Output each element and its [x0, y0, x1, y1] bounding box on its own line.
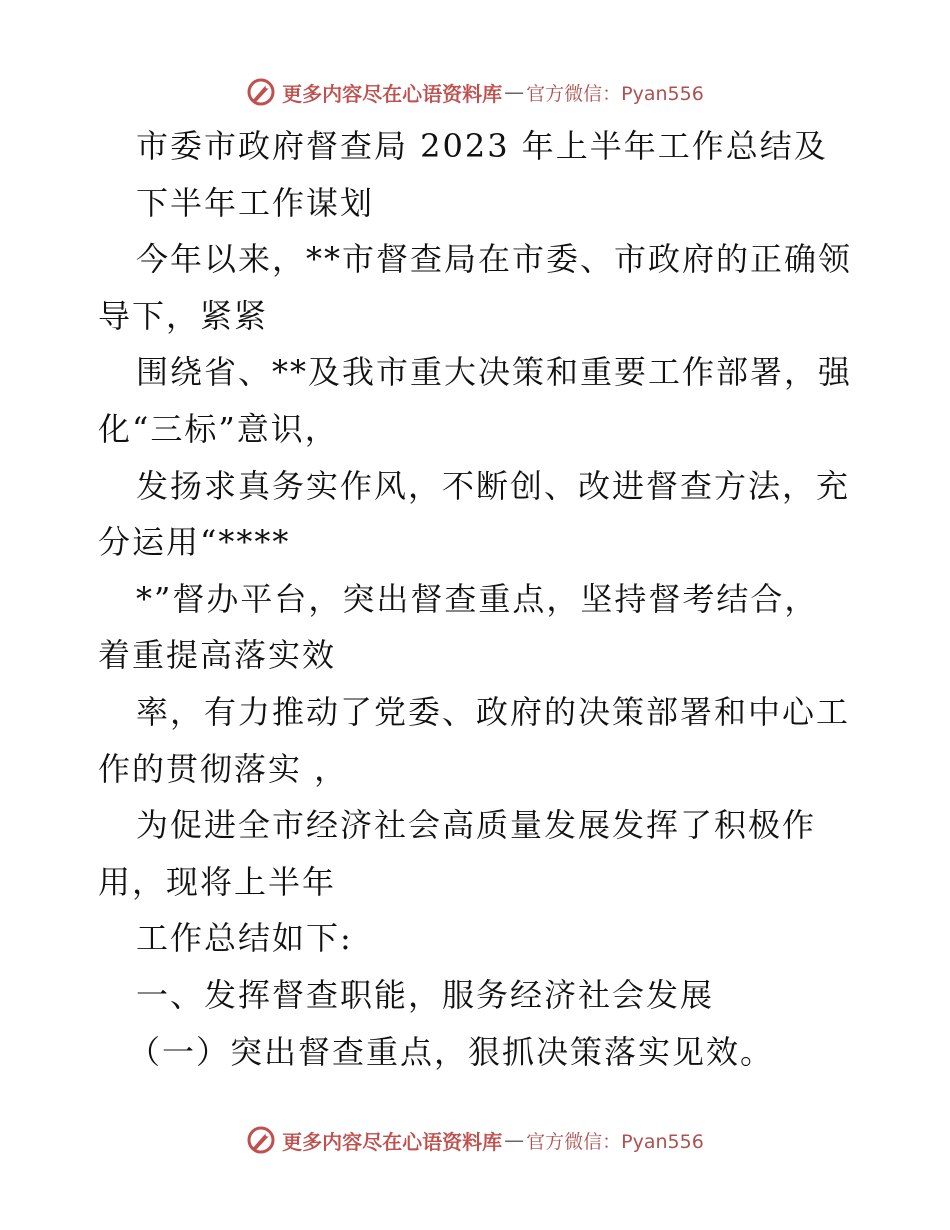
paragraph-line: 今年以来，**市督查局在市委、市政府的正确领	[136, 240, 853, 279]
watermark-wechat-text: 官方微信：Pyan556	[526, 82, 704, 105]
watermark-brand-text: 更多内容尽在心语资料库	[282, 81, 503, 106]
fountain-pen-logo-icon	[246, 77, 276, 107]
footer-watermark-banner	[0, 1118, 950, 1162]
document-body	[98, 118, 858, 1080]
watermark-brand-text: 更多内容尽在心语资料库	[282, 1129, 503, 1154]
watermark-wechat-text: 官方微信：Pyan556	[526, 1130, 704, 1153]
document-title-line-2: 下半年工作谋划	[136, 183, 375, 222]
paragraph-line: 作的贯彻落实 ，	[98, 749, 349, 788]
watermark-separator: —	[504, 1128, 525, 1152]
paragraph-line: 工作总结如下:	[136, 919, 353, 958]
header-watermark-banner	[0, 70, 950, 114]
paragraph-line: 分运用“****	[98, 523, 291, 562]
paragraph-line: 用，现将上半年	[98, 862, 337, 901]
paragraph-line: 化“三标”意识，	[98, 409, 339, 448]
paragraph-line: *”督办平台，突出督查重点，坚持督考结合，	[136, 579, 819, 618]
document-title-line-1: 市委市政府督查局 2023 年上半年工作总结及	[136, 127, 828, 165]
paragraph-line: 导下，紧紧	[98, 296, 269, 335]
paragraph-line: 发扬求真务实作风，不断创、改进督查方法，充	[136, 466, 851, 505]
paragraph-line: 为促进全市经济社会高质量发展发挥了积极作	[136, 806, 817, 845]
watermark-separator: —	[504, 80, 525, 104]
paragraph-line: 围绕省、**及我市重大决策和重要工作部署，强	[136, 353, 853, 392]
subsection-heading: （一）突出督查重点，狠抓决策落实见效。	[128, 1032, 775, 1071]
paragraph-line: 着重提高落实效	[98, 636, 337, 675]
paragraph-line: 率，有力推动了党委、政府的决策部署和中心工	[136, 692, 851, 731]
fountain-pen-logo-icon	[246, 1125, 276, 1155]
section-heading: 一、发挥督查职能，服务经济社会发展	[136, 975, 715, 1014]
